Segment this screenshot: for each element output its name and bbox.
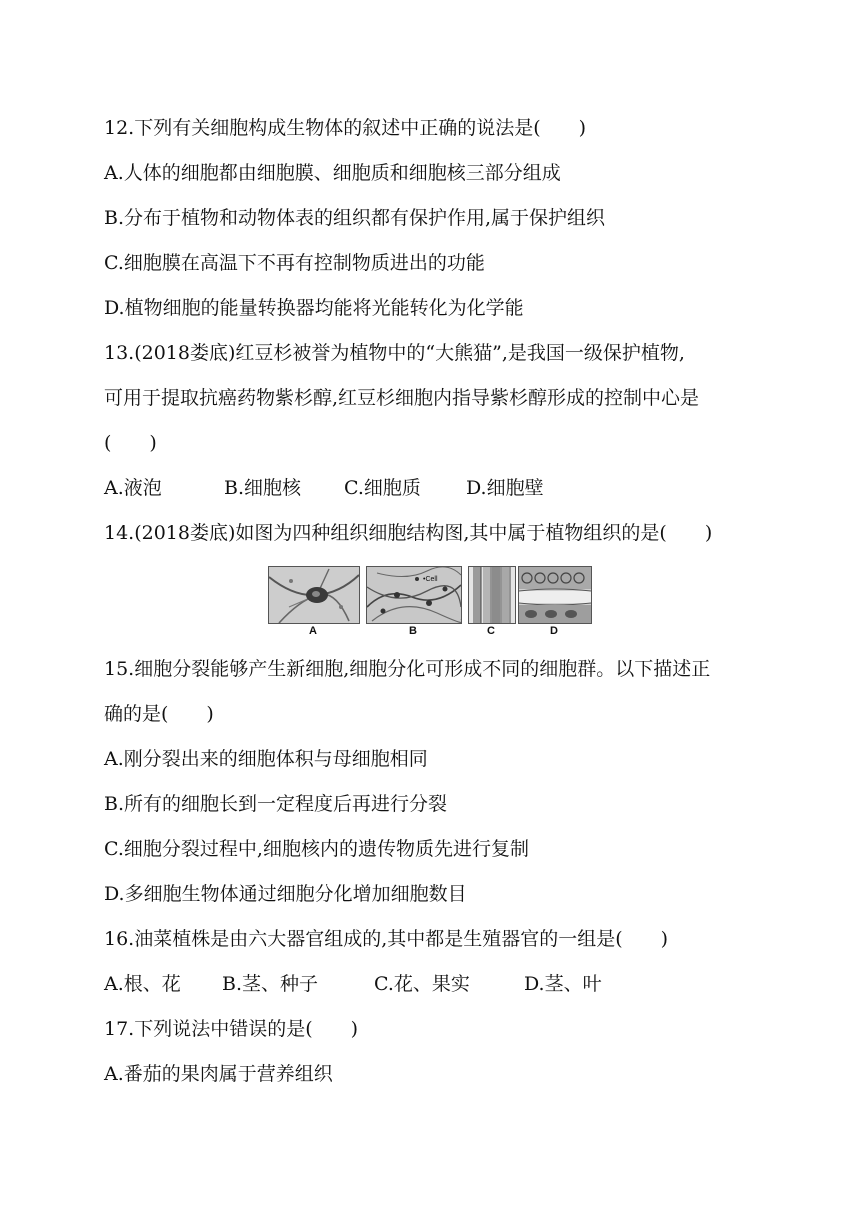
q12-option-d: D.植物细胞的能量转换器均能将光能转化为化学能: [104, 297, 524, 319]
q13-option-a: A.液泡: [104, 477, 162, 499]
figure-label-d: D: [550, 625, 558, 637]
figure-panel-c: [468, 566, 516, 624]
figure-panel-d: [518, 566, 592, 624]
figure-label-b: B: [409, 625, 417, 637]
q16-option-b: B.茎、种子: [222, 973, 319, 995]
q13-option-d: D.细胞壁: [466, 477, 544, 499]
q17-stem: 17.下列说法中错误的是( ): [104, 1018, 359, 1040]
muscle-tissue-image: [469, 567, 515, 623]
epithelial-tissue-image: [519, 567, 591, 623]
tissue-cell-figure: [268, 566, 592, 638]
q16-stem: 16.油菜植株是由六大器官组成的,其中都是生殖器官的一组是( ): [104, 928, 669, 950]
figure-b-annotation: •Cell: [423, 576, 438, 583]
q13-stem-line3: ( ): [104, 432, 157, 454]
figure-panel-b: [366, 566, 462, 624]
q15-option-c: C.细胞分裂过程中,细胞核内的遗传物质先进行复制: [104, 838, 529, 860]
figure-label-c: C: [487, 625, 495, 637]
q13-option-b: B.细胞核: [224, 477, 302, 499]
figure-panel-a: [268, 566, 360, 624]
q15-option-d: D.多细胞生物体通过细胞分化增加细胞数目: [104, 883, 467, 905]
q12-option-a: A.人体的细胞都由细胞膜、细胞质和细胞核三部分组成: [104, 162, 561, 184]
q12-option-b: B.分布于植物和动物体表的组织都有保护作用,属于保护组织: [104, 207, 606, 229]
q13-stem-line2: 可用于提取抗癌药物紫杉醇,红豆杉细胞内指导紫杉醇形成的控制中心是: [104, 387, 700, 409]
q12-stem: 12.下列有关细胞构成生物体的叙述中正确的说法是( ): [104, 117, 587, 139]
figure-label-a: A: [309, 625, 317, 637]
connective-tissue-image: [367, 567, 461, 623]
q13-option-c: C.细胞质: [344, 477, 421, 499]
neuron-tissue-image: [269, 567, 359, 623]
q14-stem: 14.(2018娄底)如图为四种组织细胞结构图,其中属于植物组织的是( ): [104, 522, 713, 544]
q15-option-a: A.刚分裂出来的细胞体积与母细胞相同: [104, 748, 428, 770]
q15-option-b: B.所有的细胞长到一定程度后再进行分裂: [104, 793, 448, 815]
q16-option-a: A.根、花: [104, 973, 181, 995]
q16-option-c: C.花、果实: [374, 973, 470, 995]
q15-stem-line1: 15.细胞分裂能够产生新细胞,细胞分化可形成不同的细胞群。以下描述正: [104, 658, 711, 680]
q17-option-a: A.番茄的果肉属于营养组织: [104, 1063, 333, 1085]
q13-stem-line1: 13.(2018娄底)红豆杉被誉为植物中的“大熊猫”,是我国一级保护植物,: [104, 342, 685, 364]
q16-option-d: D.茎、叶: [524, 973, 602, 995]
q15-stem-line2: 确的是( ): [104, 703, 214, 725]
q12-option-c: C.细胞膜在高温下不再有控制物质进出的功能: [104, 252, 485, 274]
